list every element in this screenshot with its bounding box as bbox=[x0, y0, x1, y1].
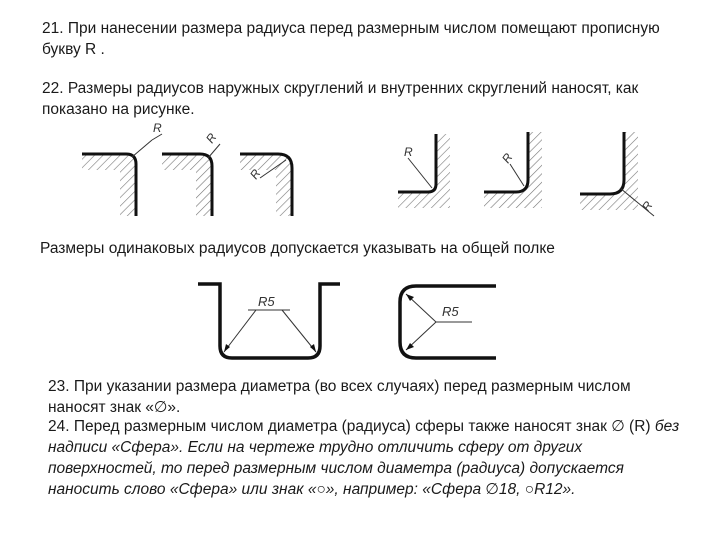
inner-r1-label: R bbox=[404, 145, 413, 159]
outer-fillets-figure bbox=[70, 120, 300, 220]
inner-fillet-2 bbox=[484, 132, 542, 208]
inner-fillet-3 bbox=[580, 132, 656, 216]
inner-fillets-figure bbox=[392, 128, 672, 220]
outer-r3-label: R bbox=[246, 166, 264, 182]
paragraph-24-rest: без надписи «Сфера». Если на чертеже трудно отличить сферу от других поверхностей, то перед размерным числом диаметра (радиуса) допускается наносить слово «Сфера» или знак «○», например: «Сфера ∅18, ○R12». bbox=[48, 418, 680, 498]
paragraph-22: 22. Размеры радиусов наружных скруглений и внутренних скруглений наносят, как показано на рисунке. bbox=[42, 80, 639, 118]
inner-r3-label: R bbox=[638, 198, 656, 214]
outer-fillet-3 bbox=[240, 154, 292, 216]
shared-r-left-label: R5 bbox=[258, 294, 275, 309]
outer-fillet-2 bbox=[162, 130, 220, 216]
outer-fillet-1 bbox=[82, 121, 162, 216]
paragraph-23: 23. При указании размера диаметра (во всех случаях) перед размерным числом наносят знак «∅». bbox=[48, 378, 631, 416]
c-shape bbox=[400, 286, 496, 358]
u-shape bbox=[198, 284, 340, 358]
outer-r1-label: R bbox=[153, 121, 162, 135]
outer-r2-label: R bbox=[202, 130, 220, 146]
paragraph-24-lead: 24. Перед размерным числом диаметра (радиуса) сферы также наносят знак ∅ (R) bbox=[48, 418, 651, 435]
paragraph-21: 21. При нанесении размера радиуса перед размерным числом помещают прописную букву R . bbox=[42, 20, 660, 58]
inner-fillet-1 bbox=[398, 134, 450, 208]
inner-r2-label: R bbox=[498, 150, 516, 166]
paragraph-shared-radii: Размеры одинаковых радиусов допускается указывать на общей полке bbox=[40, 240, 555, 257]
shared-radii-figure bbox=[196, 276, 506, 372]
paragraph-24 bbox=[48, 416, 688, 500]
shared-r-right-label: R5 bbox=[442, 304, 459, 319]
